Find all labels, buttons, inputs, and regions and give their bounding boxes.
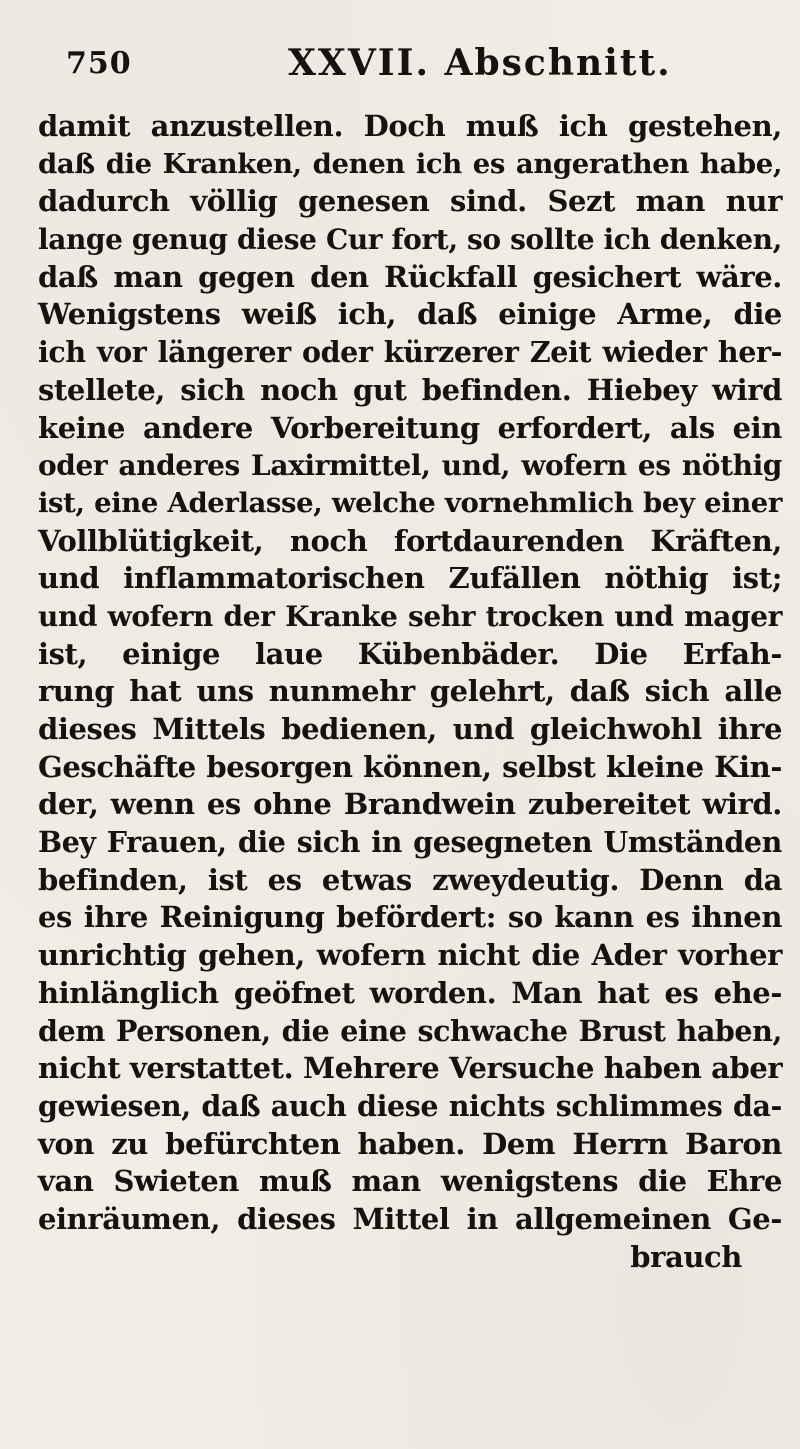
text-line: ist, einige laue Kübenbäder. Die Erfah- (38, 636, 782, 671)
text-line: rung hat uns nunmehr gelehrt, daß sich alle (38, 674, 782, 709)
text-line: dadurch völlig genesen sind. Sezt man nur (38, 184, 782, 219)
running-head (38, 28, 782, 86)
text-line: hinlänglich geöfnet worden. Man hat es ehe- (38, 975, 782, 1010)
text-line: damit anzustellen. Doch muß ich gestehen, (38, 109, 782, 143)
text-line: daß die Kranken, denen ich es angerathen habe, (38, 147, 782, 180)
text-line: keine andere Vorbereitung erfordert, als ein (38, 410, 782, 445)
text-line: der, wenn es ohne Brandwein zubereitet wird. (38, 787, 782, 822)
page-number: 750 (66, 46, 132, 81)
text-line: ist, eine Aderlasse, welche vornehmlich bey einer (38, 486, 782, 519)
text-line: Vollblütigkeit, noch fortdaurenden Kräften, (38, 523, 782, 558)
text-line: stellete, sich noch gut befinden. Hiebey wird (38, 372, 782, 407)
text-line: und inflammatorischen Zufällen nöthig ist; (38, 561, 782, 596)
text-line: Geschäfte besorgen können, selbst kleine Kin- (38, 749, 782, 784)
text-line: und wofern der Kranke sehr trocken und mager (38, 599, 782, 633)
text-line: befinden, ist es etwas zweydeutig. Denn da (38, 862, 782, 897)
text-line: es ihre Reinigung befördert: so kann es ihnen (38, 900, 782, 935)
text-line: van Swieten muß man wenigstens die Ehre (38, 1164, 782, 1199)
text-line: unrichtig gehen, wofern nicht die Ader vorher (38, 938, 782, 973)
text-line: dieses Mittels bedienen, und gleichwohl ihre (38, 712, 782, 746)
text-line: ich vor längerer oder kürzerer Zeit wieder her- (38, 335, 782, 370)
text-line: nicht verstattet. Mehrere Versuche haben aber (38, 1051, 783, 1086)
text-line: einräumen, dieses Mittel in allgemeinen Ge- (38, 1201, 782, 1236)
text-line: von zu befürchten haben. Dem Herrn Baron (38, 1126, 782, 1161)
body-text (38, 108, 782, 1276)
text-line: lange genug diese Cur fort, so sollte ich denken, (38, 223, 782, 257)
text-line: Bey Frauen, die sich in gesegneten Umständen (38, 825, 782, 860)
text-line: daß man gegen den Rückfall gesichert wäre. (38, 259, 782, 294)
catchword: brauch (630, 1239, 742, 1274)
text-line: gewiesen, daß auch diese nichts schlimmes da- (38, 1088, 782, 1123)
text-line: Wenigstens weiß ich, daß einige Arme, die (38, 297, 782, 332)
section-heading: XXVII. Abschnitt. (288, 42, 672, 84)
text-line: dem Personen, die eine schwache Brust haben, (38, 1013, 782, 1048)
text-line: oder anderes Laxirmittel, und, wofern es nöthig (38, 449, 782, 483)
